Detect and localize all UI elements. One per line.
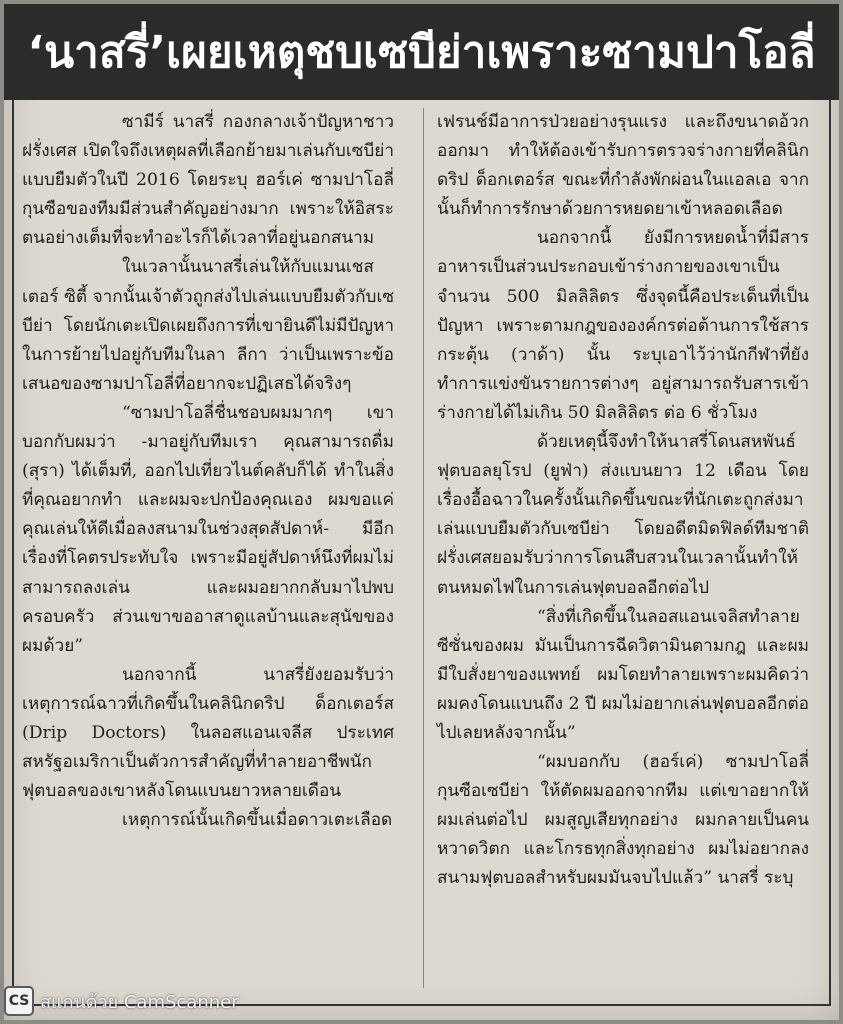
article-column-left [22,108,394,835]
newspaper-clipping [4,4,839,1020]
headline-banner [4,4,839,100]
paragraph: ในเวลานั้นนาสรี่เล่นให้กับแมนเชสเตอร์ ซิตี้ จากนั้นเจ้าตัวถูกส่งไปเล่นแบบยืมตัวกับเซบีย่า โดยนักเตะเปิดเผยถึงการที่เขายินดีไม่มีปัญหาในการย้ายไปอยู่กับทีมในลา ลีกา ว่าเป็นเพราะข้อเสนอของซามปาโอลี่ที่อยากจะปฏิเสธได้จริงๆ [22,257,394,394]
column-divider [423,108,424,988]
paragraph: “สิ่งที่เกิดขึ้นในลอสแอนเจลิสทำลายซีซั่นของผม มันเป็นการฉีดวิตามินตามกฎ และผมมีใบสั่งยาของแพทย์ ผมโดยทำลายเพราะผมคิดว่าผมคงโดนแบนถึง 2 ปี ผมไม่อยากเล่นฟุตบอลอีกต่อไปเลยหลังจากนั้น” [437,606,809,743]
paragraph: “ผมบอกกับ (ฮอร์เค่) ซามปาโอลี่ กุนซือเซบีย่า ให้ตัดผมออกจากทีม แต่เขาอยากให้ผมเล่นต่อไป ผมสูญเสียทุกอย่าง ผมกลายเป็นคนหวาดวิตก และโกรธทุกสิ่งทุกอย่าง ผมไม่อยากลงสนามฟุตบอลสำหรับผมมันจบไปแล้ว” นาสรี่ ระบุ [437,752,809,889]
camscanner-logo-icon: CS [4,986,34,1016]
paragraph: นอกจากนี้ ยังมีการหยดน้ำที่มีสารอาหารเป็นส่วนประกอบเข้าร่างกายของเขาเป็นจำนวน 500 มิลลิลิตร ซึ่งจุดนี้คือประเด็นที่เป็นปัญหา เพราะตามกฎขององค์กรต่อต้านการใช้สารกระตุ้น (วาด้า) นั้น ระบุเอาไว้ว่านักกีฬาที่ยังทำการแข่งขันรายการต่างๆ อยู่สามารถรับสารเข้าร่างกายได้ไม่เกิน 50 มิลลิลิตร ต่อ 6 ชั่วโมง [437,228,809,423]
paragraph: นอกจากนี้ นาสรี่ยังยอมรับว่าเหตุการณ์ฉาวที่เกิดขึ้นในคลินิกดริป ด็อกเตอร์ส (Drip Doctors) ในลอสแอนเจลีส ประเทศสหรัฐอเมริกาเป็นตัวการสำคัญที่ทำลายอาชีพนักฟุตบอลของเขาหลังโดนแบนยาวหลายเดือน [22,664,394,802]
watermark-text: สแกนด้วย CamScanner [40,991,239,1013]
headline-text: ‘นาสรี่’เผยเหตุชบเซบีย่าเพราะซามปาโอลี่ [27,27,816,78]
paragraph: ด้วยเหตุนี้จึงทำให้นาสรี่โดนสหพันธ์ฟุตบอลยุโรป (ยูฟ่า) ส่งแบนยาว 12 เดือน โดยเรื่องอื้อฉาวในครั้งนั้นเกิดขึ้นขณะที่นักเตะถูกส่งมาเล่นแบบยืมตัวกับเซบีย่า โดยอดีตมิดฟิลด์ทีมชาติฝรั่งเศสยอมรับว่าการโดนสืบสวนในเวลานั้นทำให้ตนหมดไฟในการเล่นฟุตบอลอีกต่อไป [437,432,809,598]
article-frame [12,100,831,1006]
camscanner-watermark [4,985,239,1017]
article-column-right [437,108,809,894]
paragraph: เหตุการณ์นั้นเกิดขึ้นเมื่อดาวเตะเลือด [122,810,393,831]
paragraph: เฟรนช์มีอาการป่วยอย่างรุนแรง และถึงขนาดอ้วกออกมา ทำให้ต้องเข้ารับการตรวจร่างกายที่คลินิกดริป ด็อกเตอร์ส ขณะที่กำลังพักผ่อนในแอลเอ จากนั้นก็ทำการรักษาด้วยการหยดยาเข้าหลอดเลือด [437,112,809,220]
paragraph: ซามีร์ นาสรี่ กองกลางเจ้าปัญหาชาวฝรั่งเศส เปิดใจถึงเหตุผลที่เลือกย้ายมาเล่นกับเซบีย่าแบบยืมตัวในปี 2016 โดยระบุ ฮอร์เค่ ซามปาโอลี่ กุนซือของทีมมีส่วนสำคัญอย่างมาก เพราะให้อิสระตนอย่างเต็มที่จะทำอะไรก็ได้เวลาที่อยู่นอกสนาม [22,112,394,249]
paragraph: “ซามปาโอลี่ชื่นชอบผมมากๆ เขาบอกกับผมว่า -มาอยู่กับทีมเรา คุณสามารถดื่ม (สุรา) ได้เต็มที่, ออกไปเที่ยวไนต์คลับก็ได้ ทำในสิ่งที่คุณอยากทำ และผมจะปกป้องคุณเอง ผมขอแค่คุณเล่นให้ดีเมื่อลงสนามในช่วงสุดสัปดาห์- มีอีกเรื่องที่โคตรประทับใจ เพราะมีอยู่สัปดาห์นึงที่ผมไม่สามารถลงเล่น และผมอยากกลับมาไปพบครอบครัว ส่วนเขาขออาสาดูแลบ้านและสุนัขของผมด้วย” [22,402,394,656]
